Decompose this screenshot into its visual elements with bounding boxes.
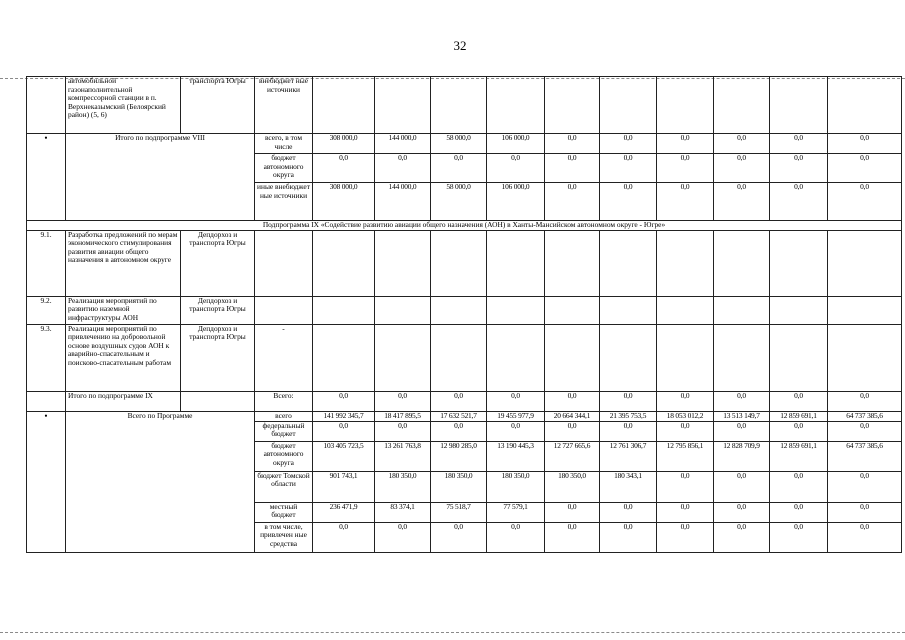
table-row xyxy=(27,411,902,421)
executor-cell: транспорта Югры xyxy=(181,77,255,134)
activity-name-cell: Реализация мероприятий по развитию наземной инфраструктуры АОН xyxy=(66,296,181,324)
value-cell: 0,0 xyxy=(545,522,600,552)
value-cell xyxy=(770,230,828,296)
value-cell: 13 261 763,8 xyxy=(375,441,431,471)
value-cell xyxy=(828,296,902,324)
value-cell xyxy=(828,77,902,134)
value-cell: 0,0 xyxy=(657,502,714,522)
executor-cell: Депдорхоз и транспорта Югры xyxy=(181,230,255,296)
row-number-cell: 9.1. xyxy=(27,230,66,296)
bullet-mark: • xyxy=(44,133,48,143)
funding-source-cell: внебюджет ные источники xyxy=(255,77,313,134)
value-cell xyxy=(431,296,487,324)
value-cell: 0,0 xyxy=(545,154,600,183)
value-cell: 0,0 xyxy=(770,471,828,502)
value-cell: 21 395 753,5 xyxy=(600,411,657,421)
value-cell: 180 350,0 xyxy=(487,471,545,502)
value-cell: 0,0 xyxy=(431,154,487,183)
bottom-scan-rule xyxy=(0,632,905,633)
value-cell: 75 518,7 xyxy=(431,502,487,522)
value-cell: 0,0 xyxy=(375,522,431,552)
value-cell: 901 743,1 xyxy=(313,471,375,502)
value-cell: 0,0 xyxy=(657,183,714,221)
value-cell: 19 455 977,9 xyxy=(487,411,545,421)
value-cell: 64 737 385,6 xyxy=(828,411,902,421)
value-cell: 0,0 xyxy=(828,421,902,441)
value-cell xyxy=(770,77,828,134)
value-cell: 0,0 xyxy=(313,421,375,441)
value-cell: 0,0 xyxy=(770,154,828,183)
value-cell: 0,0 xyxy=(828,183,902,221)
table-row xyxy=(27,221,902,231)
value-cell: 0,0 xyxy=(714,471,770,502)
value-cell: 0,0 xyxy=(545,391,600,411)
value-cell: 0,0 xyxy=(600,391,657,411)
activity-name-cell: Разработка предложений по мерам экономического стимулирования развития авиации общего назначения в автономном округе xyxy=(66,230,181,296)
row-number-cell xyxy=(27,77,66,134)
value-cell: 0,0 xyxy=(770,522,828,552)
value-cell xyxy=(770,324,828,391)
funding-source-cell: всего, в том числе xyxy=(255,134,313,154)
value-cell: 0,0 xyxy=(545,183,600,221)
value-cell: 0,0 xyxy=(600,154,657,183)
value-cell xyxy=(657,296,714,324)
executor-cell xyxy=(181,391,255,411)
value-cell: 141 992 345,7 xyxy=(313,411,375,421)
value-cell: 106 000,0 xyxy=(487,183,545,221)
value-cell xyxy=(714,296,770,324)
value-cell: 0,0 xyxy=(600,134,657,154)
funding-source-cell: бюджет Томской области xyxy=(255,471,313,502)
value-cell: 77 579,1 xyxy=(487,502,545,522)
value-cell: 12 980 285,0 xyxy=(431,441,487,471)
value-cell xyxy=(657,230,714,296)
value-cell: 0,0 xyxy=(600,502,657,522)
value-cell: 12 761 306,7 xyxy=(600,441,657,471)
table-row xyxy=(27,296,902,324)
row-number-cell xyxy=(27,391,66,411)
value-cell: 13 513 149,7 xyxy=(714,411,770,421)
value-cell: 0,0 xyxy=(714,154,770,183)
value-cell: 0,0 xyxy=(770,391,828,411)
value-cell: 12 795 856,1 xyxy=(657,441,714,471)
value-cell: 0,0 xyxy=(375,421,431,441)
table-row xyxy=(27,77,902,134)
value-cell xyxy=(770,296,828,324)
value-cell xyxy=(657,324,714,391)
page-number: 32 xyxy=(453,38,467,53)
value-cell: 12 828 709,9 xyxy=(714,441,770,471)
value-cell: 12 859 691,1 xyxy=(770,411,828,421)
value-cell xyxy=(375,230,431,296)
value-cell xyxy=(828,324,902,391)
value-cell xyxy=(600,77,657,134)
funding-source-cell: Всего: xyxy=(255,391,313,411)
value-cell: 0,0 xyxy=(431,421,487,441)
value-cell: 0,0 xyxy=(657,154,714,183)
value-cell xyxy=(828,230,902,296)
value-cell: 0,0 xyxy=(600,522,657,552)
value-cell: 0,0 xyxy=(545,134,600,154)
value-cell: 20 664 344,1 xyxy=(545,411,600,421)
value-cell: 0,0 xyxy=(375,154,431,183)
value-cell: 58 000,0 xyxy=(431,183,487,221)
value-cell xyxy=(545,296,600,324)
value-cell xyxy=(313,296,375,324)
bullet-mark: • xyxy=(44,411,48,421)
value-cell: 0,0 xyxy=(828,502,902,522)
value-cell xyxy=(545,230,600,296)
value-cell: 0,0 xyxy=(487,522,545,552)
value-cell xyxy=(714,77,770,134)
value-cell: 308 000,0 xyxy=(313,183,375,221)
value-cell: 0,0 xyxy=(828,522,902,552)
value-cell: 12 859 691,1 xyxy=(770,441,828,471)
value-cell xyxy=(545,324,600,391)
value-cell: 0,0 xyxy=(714,183,770,221)
value-cell: 236 471,9 xyxy=(313,502,375,522)
value-cell: 12 727 665,6 xyxy=(545,441,600,471)
value-cell xyxy=(600,230,657,296)
row-number-cell: 9.2. xyxy=(27,296,66,324)
value-cell xyxy=(545,77,600,134)
value-cell: 180 350,0 xyxy=(545,471,600,502)
funding-source-cell xyxy=(255,324,313,391)
value-cell: 0,0 xyxy=(714,522,770,552)
value-cell: 0,0 xyxy=(657,134,714,154)
value-cell: 0,0 xyxy=(545,502,600,522)
value-cell: 17 632 521,7 xyxy=(431,411,487,421)
value-cell: 0,0 xyxy=(770,421,828,441)
dash-mark: - xyxy=(282,324,285,333)
value-cell: 180 350,0 xyxy=(431,471,487,502)
value-cell xyxy=(657,77,714,134)
value-cell: 144 000,0 xyxy=(375,183,431,221)
value-cell: 0,0 xyxy=(657,391,714,411)
table-row xyxy=(27,324,902,391)
value-cell: 0,0 xyxy=(600,421,657,441)
value-cell: 0,0 xyxy=(828,154,902,183)
value-cell: 180 350,0 xyxy=(375,471,431,502)
value-cell: 0,0 xyxy=(487,154,545,183)
value-cell: 0,0 xyxy=(657,421,714,441)
value-cell xyxy=(714,230,770,296)
total-ix-label: Итого по подпрограмме IX xyxy=(66,391,181,411)
funding-source-cell xyxy=(255,296,313,324)
value-cell: 83 374,1 xyxy=(375,502,431,522)
total-viii-label: Итого по подпрограмме VIII xyxy=(66,134,255,221)
value-cell: 0,0 xyxy=(714,421,770,441)
executor-cell: Депдорхоз и транспорта Югры xyxy=(181,296,255,324)
value-cell xyxy=(600,296,657,324)
total-viii-marker-cell xyxy=(27,134,66,221)
value-cell: 0,0 xyxy=(313,154,375,183)
funding-source-cell: местный бюджет xyxy=(255,502,313,522)
funding-source-cell: в том числе, привлечен ные средства xyxy=(255,522,313,552)
value-cell xyxy=(487,296,545,324)
activity-name-cell: Реализация мероприятий по привлечению на добровольной основе воздушных судов АОН к аварийно-спасательным и поисково-спасательным работам xyxy=(66,324,181,391)
value-cell: 0,0 xyxy=(545,421,600,441)
value-cell xyxy=(431,324,487,391)
value-cell: 0,0 xyxy=(828,471,902,502)
value-cell xyxy=(714,324,770,391)
value-cell xyxy=(487,324,545,391)
funding-source-cell: бюджет автономного округа xyxy=(255,154,313,183)
value-cell: 144 000,0 xyxy=(375,134,431,154)
funding-source-cell: всего xyxy=(255,411,313,421)
value-cell: 103 405 723,5 xyxy=(313,441,375,471)
value-cell: 308 000,0 xyxy=(313,134,375,154)
activity-name-cell: автомобильной газонаполнительной компрессорной станции в п. Верхнеказымский (Белоярский район) (5, 6) xyxy=(66,77,181,134)
value-cell xyxy=(487,77,545,134)
value-cell: 0,0 xyxy=(600,183,657,221)
value-cell: 18 417 895,5 xyxy=(375,411,431,421)
value-cell xyxy=(313,230,375,296)
value-cell: 0,0 xyxy=(714,391,770,411)
table-row xyxy=(27,134,902,154)
value-cell: 0,0 xyxy=(770,183,828,221)
value-cell: 0,0 xyxy=(714,134,770,154)
value-cell: 0,0 xyxy=(313,391,375,411)
value-cell xyxy=(431,77,487,134)
value-cell: 18 053 012,2 xyxy=(657,411,714,421)
value-cell: 0,0 xyxy=(657,522,714,552)
value-cell: 0,0 xyxy=(487,391,545,411)
value-cell: 0,0 xyxy=(487,421,545,441)
funding-source-cell: иные внебюджет ные источники xyxy=(255,183,313,221)
value-cell: 0,0 xyxy=(770,134,828,154)
value-cell: 0,0 xyxy=(657,471,714,502)
value-cell: 0,0 xyxy=(431,522,487,552)
funding-source-cell: федеральный бюджет xyxy=(255,421,313,441)
value-cell: 0,0 xyxy=(828,391,902,411)
program-total-label: Всего по Программе xyxy=(66,411,255,552)
value-cell: 13 190 445,3 xyxy=(487,441,545,471)
value-cell: 0,0 xyxy=(828,134,902,154)
row-number-cell: 9.3. xyxy=(27,324,66,391)
value-cell xyxy=(487,230,545,296)
value-cell xyxy=(313,77,375,134)
value-cell: 0,0 xyxy=(431,391,487,411)
funding-source-cell xyxy=(255,230,313,296)
program-funding-table xyxy=(26,76,902,553)
program-total-marker-cell xyxy=(27,411,66,552)
value-cell xyxy=(375,324,431,391)
value-cell: 0,0 xyxy=(770,502,828,522)
value-cell: 180 343,1 xyxy=(600,471,657,502)
table-row xyxy=(27,230,902,296)
subprogram-ix-title: Подпрограмма IX «Содействие развитию авиации общего назначения (АОН) в Ханты-Мансийском автономном округе - Югре» xyxy=(27,221,902,231)
value-cell: 0,0 xyxy=(714,502,770,522)
value-cell: 0,0 xyxy=(313,522,375,552)
value-cell xyxy=(375,77,431,134)
value-cell xyxy=(313,324,375,391)
value-cell xyxy=(431,230,487,296)
value-cell: 106 000,0 xyxy=(487,134,545,154)
value-cell: 58 000,0 xyxy=(431,134,487,154)
value-cell xyxy=(375,296,431,324)
table-row xyxy=(27,391,902,411)
executor-cell: Депдорхоз и транспорта Югры xyxy=(181,324,255,391)
funding-source-cell: бюджет автономного округа xyxy=(255,441,313,471)
value-cell: 0,0 xyxy=(375,391,431,411)
value-cell: 64 737 385,6 xyxy=(828,441,902,471)
value-cell xyxy=(600,324,657,391)
